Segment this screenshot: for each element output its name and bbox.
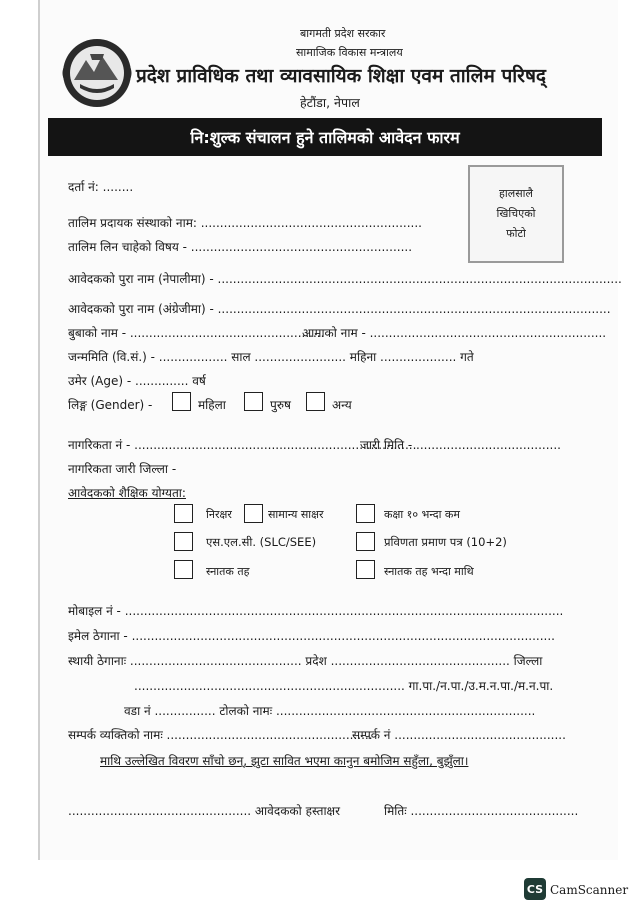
edu-plus2-label: प्रविणता प्रमाण पत्र (10+2) <box>384 535 507 549</box>
form-title-banner <box>48 118 602 156</box>
photo-text-2: खिचिएको <box>496 207 536 220</box>
edu-above-bachelor-checkbox[interactable] <box>356 560 375 579</box>
gender-female-label: महिला <box>198 398 226 412</box>
applicant-signature-field[interactable]: ................................................ आवेदकको हस्ताक्षर <box>68 804 341 818</box>
municipality-field[interactable]: ....................................................................... गा.पा./न.पा./उ.म.न.पा./म.न.पा. <box>134 679 554 693</box>
gender-female-checkbox[interactable] <box>172 392 191 411</box>
edu-above-bachelor-label: स्नातक तह भन्दा माथि <box>384 565 474 578</box>
edu-plus2-checkbox[interactable] <box>356 532 375 551</box>
declaration-text: माथि उल्लेखित विवरण साँचो छन्, झुटा सावित भएमा कानुन बमोजिम सहुँला, बुझुँला। <box>100 754 469 768</box>
mobile-number-field[interactable]: मोबाइल नं - ................................................................................................................... <box>68 604 564 618</box>
photo-text-1: हालसालै <box>499 187 533 200</box>
registration-number-field[interactable]: दर्ता नं: ........ <box>68 180 134 194</box>
issue-district-field[interactable]: नागरिकता जारी जिल्ला - <box>68 462 177 476</box>
issue-date-field[interactable]: जारी मिति - ...................................... <box>360 438 561 452</box>
email-field[interactable]: इमेल ठेगाना - ............................................................................................................... <box>68 629 555 643</box>
photo-text-3: फोटो <box>506 227 526 240</box>
camscanner-logo-icon <box>524 878 546 900</box>
edu-slc-label: एस.एल.सी. (SLC/SEE) <box>206 535 317 549</box>
form-title: नि:शुल्क संचालन हुने तालिमको आवेदन फारम <box>190 128 460 147</box>
header-location: हेटौंडा, नेपाल <box>300 95 360 110</box>
header-ministry: सामाजिक विकास मन्त्रालय <box>296 46 403 59</box>
header-government: बागमती प्रदेश सरकार <box>300 27 386 40</box>
education-heading: आवेदकको शैक्षिक योग्यता: <box>68 486 186 500</box>
edu-illiterate-label: निरक्षर <box>206 508 232 521</box>
applicant-name-nepali-field[interactable]: आवेदकको पुरा नाम (नेपालीमा) - .......................................................................................................... <box>68 272 622 286</box>
edu-illiterate-checkbox[interactable] <box>174 504 193 523</box>
edu-literate-checkbox[interactable] <box>244 504 263 523</box>
edu-literate-label: सामान्य साक्षर <box>268 508 324 521</box>
father-name-field[interactable]: बुबाको नाम - ................................................... <box>68 326 325 340</box>
mother-name-field[interactable]: आमाको नाम - .............................................................. <box>302 326 607 340</box>
contact-person-field[interactable]: सम्पर्क व्यक्तिको नामः ...................................................... <box>68 728 373 742</box>
signature-date-field[interactable]: मितिः ............................................ <box>384 804 579 818</box>
training-subject-field[interactable]: तालिम लिन चाहेको विषय - .......................................................... <box>68 240 413 254</box>
nepal-emblem-logo <box>60 36 134 110</box>
contact-number-field[interactable]: सम्पर्क नं ............................................. <box>352 728 566 742</box>
gender-male-label: पुरुष <box>270 398 291 412</box>
edu-below10-label: कक्षा १० भन्दा कम <box>384 508 460 521</box>
age-field[interactable]: उमेर (Age) - .............. वर्ष <box>68 374 206 388</box>
permanent-address-field[interactable]: स्थायी ठेगानाः ............................................. प्रदेश ............................................... जिल्ला <box>68 654 543 668</box>
edu-slc-checkbox[interactable] <box>174 532 193 551</box>
gender-other-checkbox[interactable] <box>306 392 325 411</box>
header-council: प्रदेश प्राविधिक तथा व्यावसायिक शिक्षा एवम तालिम परिषद् <box>136 65 547 87</box>
camscanner-watermark: CamScanner <box>550 883 629 897</box>
edu-bachelor-label: स्नातक तह <box>206 565 250 578</box>
edu-below10-checkbox[interactable] <box>356 504 375 523</box>
gender-male-checkbox[interactable] <box>244 392 263 411</box>
camscanner-badge-text: CS <box>526 882 544 896</box>
citizenship-number-field[interactable]: नागरिकता नं - .......................................................................... <box>68 438 417 452</box>
applicant-name-english-field[interactable]: आवेदकको पुरा नाम (अंग्रेजीमा) - ....................................................................................................... <box>68 302 611 316</box>
photo-box <box>468 165 564 263</box>
ward-tole-field[interactable]: वडा नं ................ टोलको नामः .................................................................... <box>124 704 536 718</box>
date-of-birth-field[interactable]: जन्ममिति (वि.सं.) - .................. साल ........................ महिना .................... गते <box>68 350 474 364</box>
edu-bachelor-checkbox[interactable] <box>174 560 193 579</box>
training-institution-field[interactable]: तालिम प्रदायक संस्थाको नाम: .......................................................... <box>68 216 422 230</box>
gender-other-label: अन्य <box>332 398 352 412</box>
gender-label: लिङ्ग (Gender) - <box>68 398 153 412</box>
